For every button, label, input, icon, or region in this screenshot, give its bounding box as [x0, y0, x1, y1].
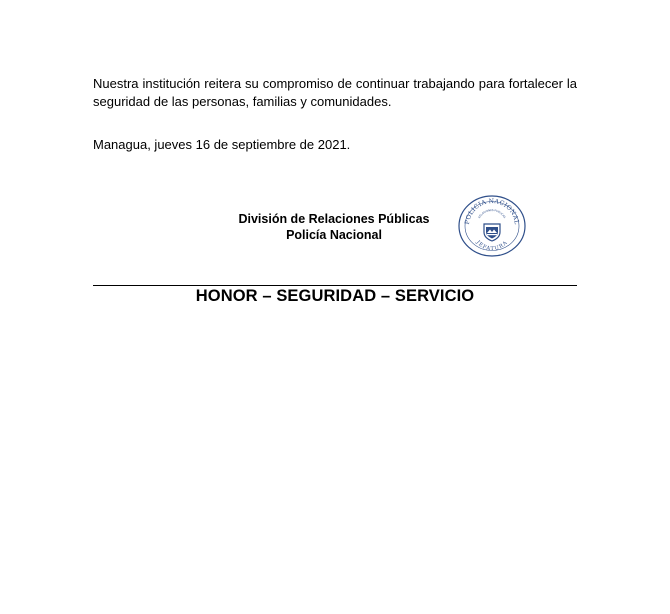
signature-block [204, 211, 464, 243]
seal-bottom-text: JEFATURA [474, 239, 510, 253]
svg-text:RELACIONES PUBLICAS [477, 208, 507, 219]
body-paragraph: Nuestra institución reitera su compromiso de continuar trabajando para fortalecer la seguridad de las personas, familias y comunidades. [93, 76, 577, 109]
signature-institution: Policía Nacional [286, 228, 382, 242]
dateline: Managua, jueves 16 de septiembre de 2021. [93, 137, 351, 152]
signature-division: División de Relaciones Públicas [238, 212, 430, 226]
footer-motto: HONOR – SEGURIDAD – SERVICIO [195, 287, 475, 305]
police-seal-icon [456, 194, 528, 258]
seal-inner-text: RELACIONES PUBLICAS [477, 208, 507, 219]
seal-top-text: POLICIA NACIONAL [463, 197, 521, 225]
